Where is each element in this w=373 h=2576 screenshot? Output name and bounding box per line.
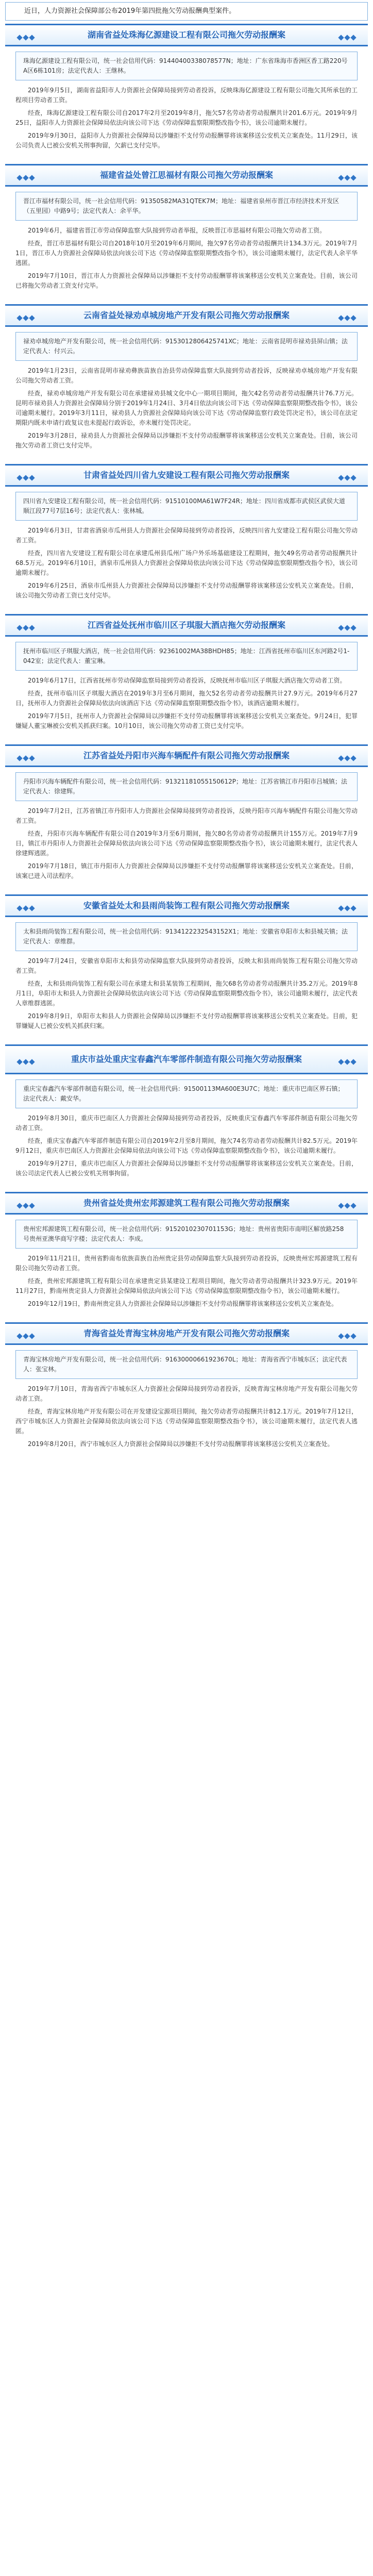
diamond-decoration-icon	[338, 473, 357, 478]
diamond-decoration-icon	[338, 753, 357, 758]
case-body	[5, 951, 368, 1041]
employer-info-box: 四川省九安建设工程有限公司，统一社会信用代码：91510100MA61W7F24R；地址：四川省成都市武侯区武侯大道顺江段77号7层16号；法定代表人：张林城。	[15, 492, 358, 521]
case-paragraph: 2019年6月17日，江西省抚州市劳动保障监察局接到劳动者投诉，反映抚州市临川区子琪服大酒店拖欠劳动者工资。	[28, 677, 346, 684]
case-title-banner	[5, 1192, 368, 1215]
case-paragraph: 经查，抚州市临川区子琪服大酒店在2019年3月至6月期间，拖欠52名劳动者劳动报酬共计27.9万元。2019年6月27日，抚州市人力资源社会保障局依法向该酒店下达《劳动保障监察限期整改指令书》，该酒店逾期未履行。	[15, 690, 358, 707]
case-title: 重庆市益处重庆宝春鑫汽车零部件制造有限公司拖欠劳动报酬案	[71, 1054, 302, 1064]
diamond-decoration-icon	[16, 753, 35, 758]
case-paragraph: 经查，珠海亿源建设工程有限公司自2017年2月至2019年8月，拖欠57名劳动者劳动报酬共计201.6万元。2019年9月25日，益阳市人力资源社会保障局依法向该公司下达《劳动保障监察限期整改指令书》，该公司逾期未履行。	[15, 109, 358, 126]
case-paragraph: 2019年7月10日，晋江市人力资源社会保障局以涉嫌拒不支付劳动报酬罪将该案移送公安机关立案查处。目前，该公司已将拖欠劳动者工资支付完毕。	[15, 272, 358, 289]
case-paragraph: 2019年8月20日，西宁市城东区人力资源社会保障局以涉嫌拒不支付劳动报酬罪将该案移送公安机关立案查处。	[28, 1440, 334, 1448]
case-section	[5, 24, 368, 161]
case-section	[5, 464, 368, 611]
case-title-banner	[5, 24, 368, 46]
case-paragraph: 2019年7月18日，镇江市丹阳市人力资源社会保障局以涉嫌拒不支付劳动报酬罪将该案移送公安机关立案查处。目前，该案已进入司法程序。	[15, 862, 358, 879]
case-title: 江苏省益处丹阳市兴海车辆配件有限公司拖欠劳动报酬案	[83, 751, 290, 760]
case-title: 安徽省益处太和县雨尚装饰工程有限公司拖欠劳动报酬案	[83, 901, 290, 910]
diamond-decoration-icon	[16, 473, 35, 478]
case-paragraph: 2019年8月9日，阜阳市太和县人力资源社会保障局以涉嫌拒不支付劳动报酬罪将该案移送公安机关立案查处。目前，犯罪嫌疑人已被公安机关抓获归案。	[15, 1012, 358, 1029]
case-title: 云南省益处禄劝卓城房地产开发有限公司拖欠劳动报酬案	[83, 310, 290, 320]
case-paragraph: 经查，四川省九安建设工程有限公司在承建瓜州县瓜州广场户外乐场基础建设工程期间，拖欠49名劳动者劳动报酬共计68.5万元。2019年6月10日，酒泉市瓜州县人力资源社会保障局依法向该公司下达《劳动保障监察限期整改指令书》，该公司逾期未履行。	[15, 550, 358, 576]
diamond-decoration-icon	[338, 1057, 357, 1062]
case-paragraph: 2019年6月，福建省晋江市劳动保障监察大队接到劳动者举报，反映晋江市思福材有限公司拖欠劳动者工资。	[28, 227, 326, 234]
employer-info-box: 青海宝林房地产开发有限公司，统一社会信用代码：91630000661923670L；地址：青海省西宁市城东区；法定代表人：张宝林。	[15, 1350, 358, 1379]
case-paragraph: 2019年3月28日，禄劝县人力资源社会保障局以涉嫌拒不支付劳动报酬罪将该案移送公安机关立案查处。目前，该公司拖欠劳动者工资已支付完毕。	[15, 432, 358, 449]
case-paragraph: 2019年9月30日，益阳市人力资源社会保障局以涉嫌拒不支付劳动报酬罪将该案移送公安机关立案查处。11月29日，该公司负责人已被公安机关刑事拘留，欠薪已支付完毕。	[15, 132, 358, 149]
case-paragraph: 2019年7月5日，抚州市人力资源社会保障局以涉嫌拒不支付劳动报酬罪将该案移送公安机关立案查处。9月24日，犯罪嫌疑人董宝琳被公安机关抓获归案。10月10日，该公司拖欠劳动者工资已支付完毕。	[15, 712, 358, 729]
intro-box	[5, 2, 368, 21]
case-body	[5, 1249, 368, 1319]
case-title-banner	[5, 744, 368, 767]
case-body	[5, 521, 368, 611]
diamond-decoration-icon	[16, 1057, 35, 1062]
case-body	[5, 221, 368, 301]
diamond-decoration-icon	[16, 32, 35, 38]
diamond-decoration-icon	[16, 313, 35, 318]
case-paragraph: 2019年6月25日，酒泉市瓜州县人力资源社会保障局以涉嫌拒不支付劳动报酬罪将该案移送公安机关立案查处。目前，该公司拖欠劳动者工资已支付完毕。	[15, 582, 358, 599]
case-paragraph: 经查，青海宝林房地产开发有限公司在开发建设宝源项目期间，拖欠劳动者劳动报酬共计812.1万元。2019年7月12日，西宁市城东区人力资源社会保障局依法向该公司下达《劳动保障监察限期整改指令书》，该公司逾期未履行，法定代表人逃匿。	[15, 1408, 358, 1435]
case-title-banner	[5, 304, 368, 327]
diamond-decoration-icon	[16, 623, 35, 628]
diamond-decoration-icon	[338, 173, 357, 178]
case-body	[5, 1379, 368, 1459]
employer-info-box: 晋江市福材有限公司，统一社会信用代码：9135058​2MA31QTEK7M；地址：福建省泉州市晋江市经济技术开发区（五里园）中路9号；法定代表人：余平华。	[15, 192, 358, 221]
case-paragraph: 经查，太和县雨尚装饰工程有限公司在承建太和县某装饰工程期间，拖欠68名劳动者劳动报酬共计35.2万元。2019年8月1日，阜阳市太和县人力资源社会保障局依法向该公司下达《劳动保障监察限期整改指令书》，该公司逾期未履行，法定代表人章维群逃匿。	[15, 980, 358, 1007]
case-paragraph: 2019年12月19日，黔南州贵定县人力资源社会保障局以涉嫌拒不支付劳动报酬罪将该案移送公安机关立案查处。	[28, 1300, 338, 1307]
case-title-banner	[5, 894, 368, 917]
case-paragraph: 2019年9月5日，湖南省益阳市人力资源社会保障局接到劳动者投诉，反映珠海亿源建设工程有限公司拖欠其所承包的工程项目劳动者工资。	[15, 87, 358, 104]
case-paragraph: 2019年1月23日，云南省昆明市禄劝彝族苗族自治县劳动保障监察大队接到劳动者投诉，反映禄劝卓城房地产开发有限公司拖欠劳动者工资。	[15, 367, 358, 384]
case-title-banner	[5, 464, 368, 487]
employer-info-box: 重庆宝春鑫汽车零部件制造有限公司，统一社会信用代码：91500113MA600E3U7C；地址：重庆市巴南区界石镇；法定代表人：戴安华。	[15, 1079, 358, 1108]
case-paragraph: 2019年7月24日，安徽省阜阳市太和县劳动保障监察大队接到劳动者投诉，反映太和县雨尚装饰工程有限公司拖欠劳动者工资。	[15, 957, 358, 974]
case-paragraph: 2019年9月27日，重庆市巴南区人力资源社会保障局以涉嫌拒不支付劳动报酬罪将该案移送公安机关立案查处。目前，该公司法定代表人已被公安机关刑事拘留。	[15, 1160, 358, 1177]
case-body	[5, 361, 368, 461]
case-body	[5, 801, 368, 891]
case-title-banner	[5, 1322, 368, 1345]
case-paragraph: 2019年7月10日，青海省西宁市城东区人力资源社会保障局接到劳动者投诉，反映青海宝林房地产开发有限公司拖欠劳动者工资。	[15, 1385, 358, 1402]
employer-info-box: 太和县雨尚装饰工程有限公司，统一社会信用代码：91341222325431​52X1；地址：安徽省阜阳市太和县城关镇；法定代表人：章维群。	[15, 922, 358, 951]
case-title: 青海省益处青海宝林房地产开发有限公司拖欠劳动报酬案	[83, 1328, 290, 1338]
diamond-decoration-icon	[338, 1201, 357, 1206]
diamond-decoration-icon	[338, 32, 357, 38]
employer-info-box: 珠海亿源建设工程有限公司，统一社会信用代码：914404003380785​77N；地址：广东省珠海市香洲区香工路220号A区6栋101房；法定代表人：王继林。	[15, 52, 358, 80]
diamond-decoration-icon	[338, 1331, 357, 1336]
case-title: 福建省益处曾江思福材有限公司拖欠劳动报酬案	[99, 170, 273, 180]
case-section	[5, 744, 368, 891]
employer-info-box: 贵州宏邦源建筑工程有限公司，统一社会信用代码：91520102307011​53G；地址：贵州省贵阳市南明区解放路258号贵州亚澳华商写字楼；法定代表人：李成。	[15, 1220, 358, 1249]
diamond-decoration-icon	[16, 173, 35, 178]
intro-text: 近日，人力资源社会保障部公布2019年第四批拖欠劳动报酬典型案件。	[24, 7, 236, 15]
case-list	[0, 24, 373, 1459]
case-body	[5, 1108, 368, 1189]
case-title-banner	[5, 614, 368, 637]
diamond-decoration-icon	[16, 1331, 35, 1336]
case-paragraph: 2019年11月21日，贵州省黔南布依族苗族自治州贵定县劳动保障监察大队接到劳动者投诉，反映贵州宏邦源建筑工程有限公司拖欠劳动者工资。	[15, 1255, 358, 1272]
case-body	[5, 80, 368, 161]
case-paragraph: 经查，重庆宝春鑫汽车零部件制造有限公司自2019年2月至8月期间，拖欠74名劳动者劳动报酬共计82.5万元。2019年9月12日，重庆市巴南区人力资源社会保障局依法向该公司下达《劳动保障监察限期整改指令书》，该公司逾期未履行。	[15, 1137, 358, 1154]
case-title: 贵州省益处贵州宏邦源建筑工程有限公司拖欠劳动报酬案	[83, 1198, 290, 1208]
diamond-decoration-icon	[338, 903, 357, 908]
case-section	[5, 614, 368, 741]
case-section	[5, 304, 368, 461]
diamond-decoration-icon	[338, 313, 357, 318]
case-title-banner	[5, 164, 368, 187]
case-paragraph: 2019年6月3日，甘肃省酒泉市瓜州县人力资源社会保障局接到劳动者投诉，反映四川省九安建设工程有限公司拖欠劳动者工资。	[15, 527, 358, 544]
case-section	[5, 1322, 368, 1459]
case-paragraph: 经查，贵州宏邦源建筑工程有限公司在承建贵定县某建设工程项目期间，拖欠劳动者劳动报酬共计323.9万元。2019年11月27日，黔南州贵定县人力资源社会保障局依法向该公司下达《劳动保障监察限期整改指令书》，该公司逾期未履行。	[15, 1277, 358, 1294]
diamond-decoration-icon	[16, 1201, 35, 1206]
case-paragraph: 经查，丹阳市兴海车辆配件有限公司自2019年3月至6月期间，拖欠80名劳动者劳动报酬共计155万元。2019年7月9日，镇江市丹阳市人力资源社会保障局依法向该公司下达《劳动保障监察限期整改指令书》，该公司逾期未履行，法定代表人徐建辉逃匿。	[15, 830, 358, 857]
diamond-decoration-icon	[16, 903, 35, 908]
case-body	[5, 671, 368, 741]
employer-info-box: 抚州市临川区子琪服大酒店，统一社会信用代码：92361002MA38BHDH85；地址：江西省抚州市临川区东河路2号1-042室；法定代表人：董宝琳。	[15, 642, 358, 671]
case-paragraph: 2019年7月2日，江苏省镇江市丹阳市人力资源社会保障局接到劳动者投诉，反映丹阳市兴海车辆配件有限公司拖欠劳动者工资。	[15, 807, 358, 824]
case-title: 湖南省益处珠海亿源建设工程有限公司拖欠劳动报酬案	[87, 30, 285, 40]
case-paragraph: 经查，禄劝卓城房地产开发有限公司在承建禄劝县城文化中心一期项目期间，拖欠42名劳动者劳动报酬共计76.7万元。昆明市禄劝县人力资源社会保障局分别于2019年1月24日、3月4日依法向该公司下达《劳动保障监察限期整改指令书》，该公司逾期未履行。2019年3月11日，禄劝县人力资源社会保障局向该公司下达《劳动保障监察行政处罚决定书》，该公司在法定期限内既未申请行政复议也未提起行政诉讼，亦未履行处罚决定。	[15, 390, 358, 426]
case-section	[5, 164, 368, 301]
employer-info-box: 禄劝卓城房地产开发有限公司，统一社会信用代码：91530128​0642574​1XC；地址：云南省昆明市禄劝县屏山镇；法定代表人：付兴云。	[15, 332, 358, 361]
diamond-decoration-icon	[338, 623, 357, 628]
case-section	[5, 894, 368, 1041]
case-section	[5, 1192, 368, 1319]
case-paragraph: 经查，晋江市思福材有限公司自2018年10月至2019年6月期间，拖欠97名劳动者劳动报酬共计134.3万元。2019年7月1日，晋江市人力资源社会保障局依法向该公司下达《劳动保障监察限期整改指令书》，该公司逾期未履行，法定代表人余平华逃匿。	[15, 240, 358, 267]
case-title-banner	[5, 1044, 368, 1074]
case-title: 江西省益处抚州市临川区子琪服大酒店拖欠劳动报酬案	[87, 620, 285, 630]
employer-info-box: 丹阳市兴海车辆配件有限公司，统一社会信用代码：91321181055150612P；地址：江苏省镇江市丹阳市吕城镇；法定代表人：徐建辉。	[15, 772, 358, 801]
case-paragraph: 2019年8月30日，重庆市巴南区人力资源社会保障局接到劳动者投诉，反映重庆宝春鑫汽车零部件制造有限公司拖欠劳动者工资。	[15, 1115, 358, 1132]
case-section	[5, 1044, 368, 1189]
case-title: 甘肃省益处四川省九安建设工程有限公司拖欠劳动报酬案	[83, 470, 290, 480]
